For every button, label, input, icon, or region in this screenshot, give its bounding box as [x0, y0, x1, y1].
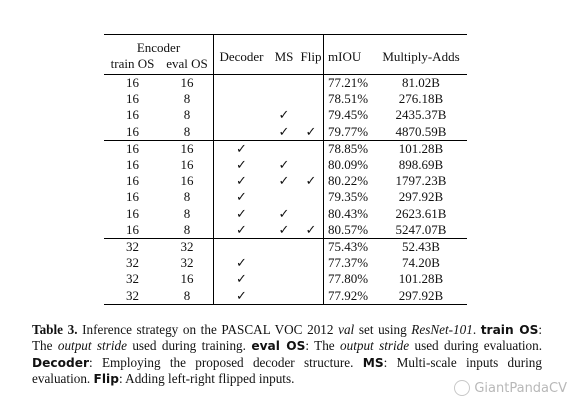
train-os-cell: 16: [126, 140, 139, 156]
decoder-cell: ✓: [214, 189, 270, 205]
madds-cell: 2435.37B: [395, 107, 447, 123]
train-os-cell: 32: [126, 255, 139, 271]
decoder-cell: [214, 91, 270, 107]
flip-cell: [299, 157, 324, 173]
decoder-cell: ✓: [214, 157, 270, 173]
ms-cell: [269, 271, 299, 287]
eval-os-cell: 8: [183, 107, 191, 123]
watermark-logo-icon: [454, 380, 470, 396]
eval-os-cell: 8: [183, 189, 191, 205]
flip-cell: [299, 288, 324, 305]
train-os-cell: 16: [104, 124, 161, 141]
madds-cell: 297.92B: [375, 288, 467, 305]
flip-cell: ✓: [299, 222, 324, 239]
results-table: [104, 34, 467, 305]
decoder-cell: ✓: [214, 222, 270, 239]
table-caption: Table 3. Inference strategy on the PASCAL VOC 2012 val set using ResNet-101. train OS: The output stride used during training. eval OS: The output stride used during evaluation. Decoder: Employing the proposed decoder structure. MS: Multi-scale inputs during evaluation. Flip: Adding left-right flipped inputs.: [32, 322, 543, 386]
decoder-cell: ✓: [214, 271, 270, 287]
decoder-cell: ✓: [214, 255, 270, 271]
ms-cell: ✓: [278, 157, 290, 173]
train-os-cell: 32: [104, 288, 161, 305]
madds-cell: 1797.23B: [395, 173, 447, 189]
decoder-cell: ✓: [214, 173, 270, 189]
miou-cell: 78.85%: [324, 140, 376, 157]
flip-cell: [299, 140, 324, 157]
decoder-header: Decoder: [214, 48, 270, 67]
table-row: [104, 173, 467, 189]
table-row: [104, 107, 467, 123]
table-row: [104, 206, 467, 222]
madds-cell: 2623.61B: [395, 205, 447, 221]
table-row: [104, 222, 467, 239]
flip-cell: [299, 206, 324, 222]
miou-cell: 75.43%: [324, 239, 376, 256]
ms-cell: ✓: [278, 173, 290, 189]
flip-cell: ✓: [299, 124, 324, 141]
encoder-header: Encoder: [104, 35, 214, 57]
miou-cell: 79.77%: [324, 124, 376, 141]
caption-label: Table 3.: [32, 322, 78, 337]
ms-cell: ✓: [269, 124, 299, 141]
eval-os-cell: 16: [180, 173, 194, 189]
eval-os-cell: 8: [183, 205, 191, 221]
table-body: [104, 75, 467, 305]
train-os-cell: 16: [126, 173, 139, 189]
decoder-cell: ✓: [214, 288, 270, 305]
miou-cell: 77.80%: [324, 271, 376, 287]
watermark-text: GiantPandaCV: [474, 380, 567, 396]
ms-cell: [269, 91, 299, 107]
train-os-cell: 16: [126, 107, 139, 123]
flip-cell: [299, 75, 324, 92]
madds-cell: 52.43B: [402, 239, 440, 255]
miou-cell: 80.09%: [324, 157, 376, 173]
eval-os-cell: 8: [161, 288, 214, 305]
ms-cell: ✓: [278, 107, 290, 123]
eval-os-cell: 8: [161, 124, 214, 141]
table-row: [104, 157, 467, 173]
table-row: [104, 124, 467, 141]
header-row-2: [104, 56, 467, 75]
miou-cell: 77.21%: [324, 75, 376, 92]
table-row: [104, 75, 467, 92]
madds-header: Multiply-Adds: [375, 48, 467, 67]
ms-cell: [269, 255, 299, 271]
decoder-cell: ✓: [214, 140, 270, 157]
eval-os-header: eval OS: [161, 56, 214, 75]
miou-cell: 80.43%: [324, 206, 376, 222]
train-os-cell: 16: [104, 222, 161, 239]
eval-os-cell: 16: [180, 271, 194, 287]
decoder-cell: ✓: [214, 206, 270, 222]
decoder-cell: [214, 239, 270, 256]
eval-os-cell: 32: [180, 255, 194, 271]
flip-cell: [299, 255, 324, 271]
ms-cell: [269, 189, 299, 205]
madds-cell: 4870.59B: [375, 124, 467, 141]
table-row: [104, 271, 467, 287]
table-row: [104, 91, 467, 107]
eval-os-cell: 8: [183, 91, 191, 107]
ms-cell: ✓: [278, 205, 290, 221]
train-os-cell: 16: [126, 189, 139, 205]
eval-os-cell: 16: [180, 140, 194, 156]
madds-cell: 297.92B: [398, 189, 444, 205]
miou-cell: 79.45%: [324, 107, 376, 123]
madds-cell: 101.28B: [398, 271, 444, 287]
eval-os-cell: 16: [180, 157, 194, 173]
decoder-cell: [214, 124, 270, 141]
decoder-cell: [214, 107, 270, 123]
miou-cell: 80.22%: [324, 173, 376, 189]
madds-cell: 74.20B: [402, 255, 440, 271]
ms-cell: [269, 288, 299, 305]
table-row: [104, 140, 467, 157]
train-os-header: train OS: [104, 56, 161, 75]
train-os-cell: 16: [126, 75, 139, 90]
flip-cell: [299, 107, 324, 123]
miou-cell: 79.35%: [324, 189, 376, 205]
ms-cell: [269, 140, 299, 157]
table-row: [104, 288, 467, 305]
flip-header: Flip: [299, 48, 324, 67]
miou-cell: 77.37%: [324, 255, 376, 271]
watermark: [454, 380, 567, 396]
ms-cell: ✓: [269, 222, 299, 239]
eval-os-cell: 16: [180, 75, 194, 90]
miou-cell: 77.92%: [324, 288, 376, 305]
table-row: [104, 239, 467, 256]
flip-cell: [299, 189, 324, 205]
train-os-cell: 16: [126, 205, 139, 221]
madds-cell: 5247.07B: [375, 222, 467, 239]
eval-os-cell: 8: [161, 222, 214, 239]
miou-cell: 78.51%: [324, 91, 376, 107]
miou-header: mIOU: [324, 48, 376, 67]
madds-cell: 276.18B: [398, 91, 444, 107]
train-os-cell: 16: [126, 91, 139, 107]
madds-cell: 81.02B: [402, 75, 440, 90]
miou-cell: 80.57%: [324, 222, 376, 239]
ms-cell: [269, 239, 299, 256]
flip-cell: ✓: [305, 173, 317, 189]
eval-os-cell: 32: [180, 239, 194, 255]
madds-cell: 101.28B: [398, 140, 444, 156]
flip-cell: [299, 91, 324, 107]
table-row: [104, 255, 467, 271]
madds-cell: 898.69B: [398, 157, 444, 173]
train-os-cell: 16: [126, 157, 139, 173]
train-os-cell: 32: [126, 271, 139, 287]
flip-cell: [299, 239, 324, 256]
decoder-cell: [214, 75, 270, 92]
ms-header: MS: [269, 48, 299, 67]
ms-cell: [269, 75, 299, 92]
train-os-cell: 32: [126, 239, 139, 255]
flip-cell: [299, 271, 324, 287]
table-row: [104, 189, 467, 205]
